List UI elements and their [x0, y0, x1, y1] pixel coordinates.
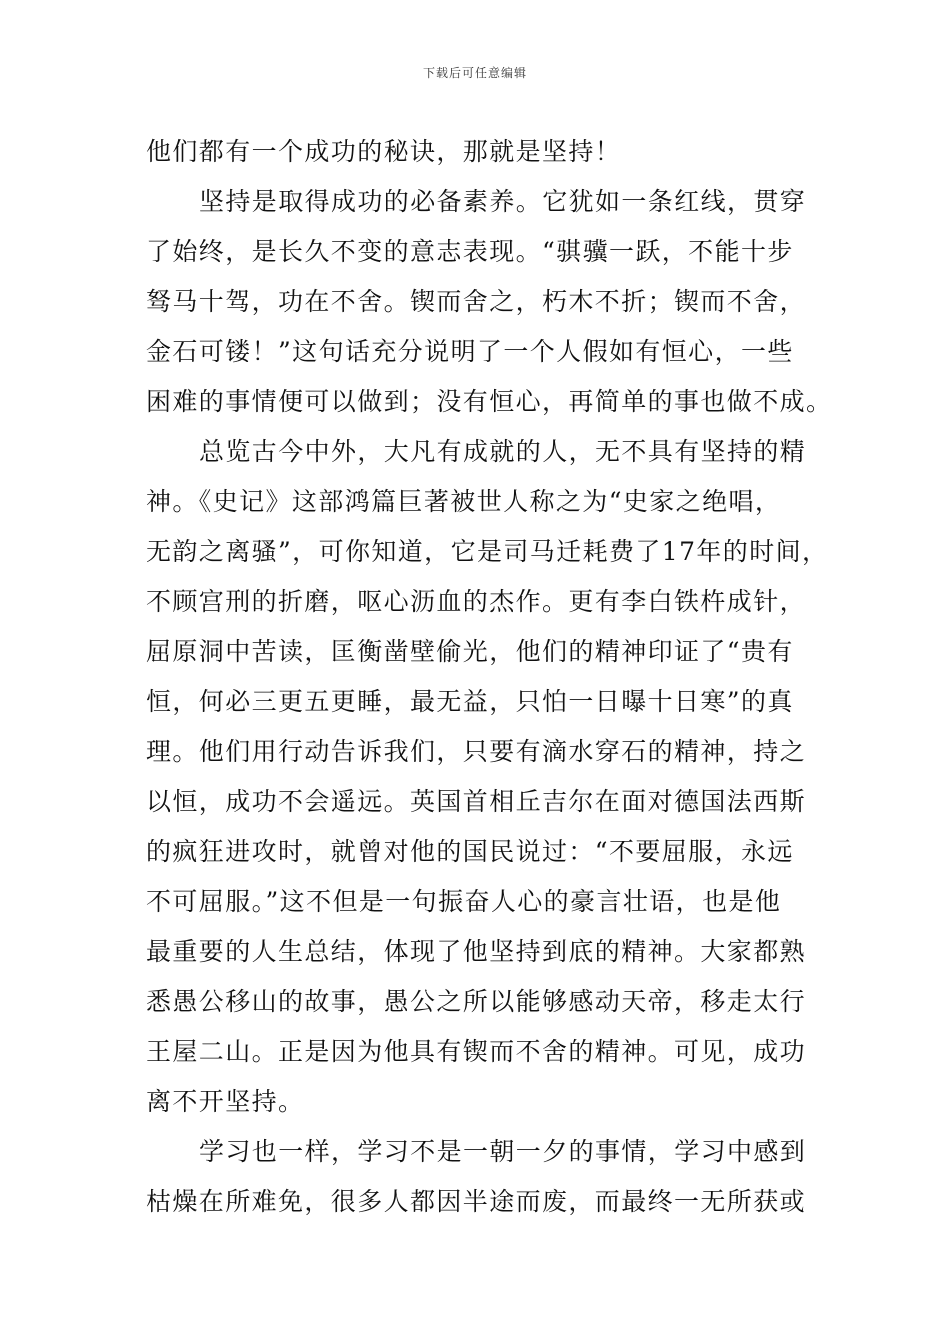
paragraph-start-line: 总览古今中外，大凡有成就的人，无不具有坚持的精: [199, 437, 807, 466]
text-line: 以恒，成功不会遥远。英国首相丘吉尔在面对德国法西斯: [146, 787, 807, 816]
text-line: 他们都有一个成功的秘诀，那就是坚持！: [146, 137, 622, 166]
text-line: 了始终，是长久不变的意志表现。“骐骥一跃，不能十步: [146, 237, 794, 266]
text-line: 无韵之离骚”，可你知道，它是司马迁耗费了17年的时间，: [146, 537, 829, 566]
text-line: 不可屈服。”这不但是一句振奋人心的豪言壮语，也是他: [146, 887, 782, 916]
text-line: 神。《史记》这部鸿篇巨著被世人称之为“史家之绝唱，: [146, 487, 782, 516]
paragraph-start-line: 学习也一样，学习不是一朝一夕的事情，学习中感到: [199, 1137, 807, 1166]
page-header: 下载后可任意编辑: [422, 66, 527, 80]
text-line: 王屋二山。正是因为他具有锲而不舍的精神。可见，成功: [146, 1037, 807, 1066]
text-line: 枯燥在所难免，很多人都因半途而废，而最终一无所获或: [146, 1187, 807, 1216]
text-line: 恒，何必三更五更睡，最无益，只怕一日曝十日寒”的真: [146, 687, 794, 716]
text-line: 驽马十驾，功在不舍。锲而舍之，朽木不折；锲而不舍，: [146, 287, 807, 316]
essay-body: [146, 127, 833, 1227]
text-line: 金石可镂！”这句话充分说明了一个人假如有恒心，一些: [146, 337, 794, 366]
text-line: 最重要的人生总结，体现了他坚持到底的精神。大家都熟: [146, 937, 807, 966]
text-line: 的疯狂进攻时，就曾对他的国民说过：“不要屈服，永远: [146, 837, 794, 866]
text-line: 困难的事情便可以做到；没有恒心，再简单的事也做不成。: [146, 387, 833, 416]
text-line: 屈原洞中苦读，匡衡凿壁偷光，他们的精神印证了“贵有: [146, 637, 794, 666]
text-line: 离不开坚持。: [146, 1087, 305, 1116]
paragraph-start-line: 坚持是取得成功的必备素养。它犹如一条红线，贯穿: [199, 187, 807, 216]
text-line: 悉愚公移山的故事，愚公之所以能够感动天帝，移走太行: [146, 987, 807, 1016]
text-line: 理。他们用行动告诉我们，只要有滴水穿石的精神，持之: [146, 737, 807, 766]
text-line: 不顾宫刑的折磨，呕心沥血的杰作。更有李白铁杵成针，: [146, 587, 807, 616]
